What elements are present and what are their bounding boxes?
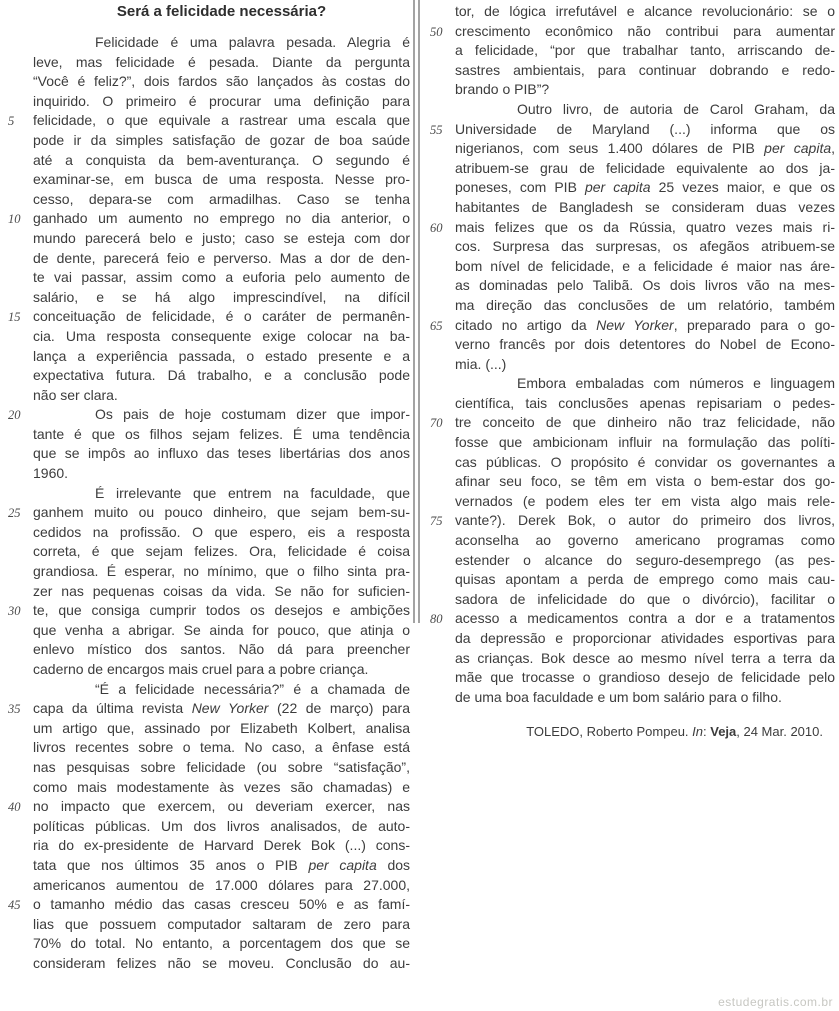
line-number: 70 [430,416,443,431]
column-right-lines [420,2,839,707]
line-text: científica, tais conclusões apenas repisariam o pedes- [455,394,835,411]
bold-text: Veja [710,724,737,740]
text-line [420,551,839,571]
text-line [0,856,410,876]
line-text: zer nas pequenas coisas da vida. Se não for suficien- [33,582,410,599]
column-divider-rule [413,0,420,623]
text-line [420,668,839,688]
text-line [0,327,410,347]
line-text: livros recentes sobre o tema. No caso, a ênfase está [33,739,410,756]
text-line [0,542,410,562]
text-line [0,151,410,171]
text-line [420,433,839,453]
line-text: grandiosa. É esperar, no mínimo, que o filho sinta pra- [33,563,410,580]
line-text: correta, é que sejam felizes. Ora, felicidade é coisa [33,543,410,560]
line-text: aconselha ao governo americano programas como [455,532,835,549]
text-line [420,100,839,120]
line-text: americanos aumentou de 17.000 dólares para 27.000, [33,876,410,893]
text-line [0,209,410,229]
line-text: ria do ex-presidente de Harvard Derek Bok (...) cons- [33,837,410,854]
text-line [420,178,839,198]
text-line [420,413,839,433]
line-text: capa da última revista New Yorker (22 de março) para [33,700,411,717]
line-text: lança a experiência passada, o estado presente e a [33,347,410,364]
line-text: citado no artigo da New Yorker, preparado para o go- [455,316,835,333]
text-line [0,719,410,739]
line-text: Os pais de hoje costumam dizer que impor- [95,406,410,423]
line-text: acesso a medicamentos contra a dor e a tratamentos [455,610,835,627]
text-line [0,249,410,269]
text-line [0,680,410,700]
text-line [420,688,839,708]
line-text: inquirido. O primeiro é procurar uma definição para [33,92,410,109]
line-number: 10 [8,212,21,227]
text-line [420,22,839,42]
line-number: 65 [430,318,443,333]
text-line [420,139,839,159]
line-text: bom nível de felicidade, e a felicidade é maior nas áre- [455,257,835,274]
italic-text: per capita [764,140,832,157]
line-text: cia. Uma resposta consequente exige colocar na ba- [33,327,410,344]
text-line [420,590,839,610]
styled-text: , 24 Mar. 2010. [736,724,823,740]
line-text: caderno de encargos mais cruel para a pobre criança. [33,661,369,677]
text-line [420,257,839,277]
italic-text: In [692,724,703,740]
text-line [0,817,410,837]
text-line [0,111,410,131]
text-line [0,660,410,680]
line-text: o tamanho médio das casas cresceu 50% e as famí- [33,896,410,913]
line-text: nigerianos, com seus 1.400 dólares de PIB per capita, [455,140,836,157]
text-line [0,758,410,778]
line-text: lias que possuem computador saltaram de zero para [33,915,410,932]
line-text: de dente, parecerá feio e perverso. Mas a dor de den- [33,249,410,266]
line-text: enlevo místico dos santos. Não dá para preencher [33,641,410,658]
line-text: Universidade de Maryland (...) informa que os [455,120,835,137]
italic-text: per capita [308,856,377,873]
text-line [420,316,839,336]
line-number: 50 [430,24,443,39]
text-line [0,738,410,758]
line-text: Embora embaladas com números e linguagem [517,375,835,392]
line-text: verno francês por dois detentores do Nobel de Econo- [455,336,835,353]
line-text: como mais modestamente às vezes são chamadas) e [33,778,410,795]
italic-text: New Yorker [191,700,269,717]
text-line [420,159,839,179]
line-text: te vai passar, assim como a euforia pelo aumento de [33,269,410,286]
text-line [420,531,839,551]
text-line [0,190,410,210]
text-line [0,92,410,112]
line-number: 35 [8,702,21,717]
line-text: ganhem muito ou pouco dinheiro, que sejam bem-su- [33,504,410,521]
text-line [420,41,839,61]
watermark-text: estudegratis.com.br [718,995,833,1009]
line-text: até a conquista da bem-aventurança. O segundo é [33,151,410,168]
line-text: cas públicas. O propósito é convidar os governantes a [455,453,835,470]
line-number: 5 [8,114,15,129]
text-line [0,425,410,445]
line-text: mundo parecerá belo e justo; caso se esteja com dor [33,229,410,246]
text-line [420,198,839,218]
line-text: quisas apontam a perda de emprego como mais cau- [455,571,835,588]
line-text: mia. (...) [455,355,507,372]
line-text: mãe que trocasse o grandioso desejo de felicidade pelo [455,669,835,686]
line-text: de uma boa faculdade e um bom salário para o filho. [455,688,782,705]
line-number: 20 [8,408,21,423]
line-text: poneses, com PIB per capita 25 vezes maior, e que os [455,179,836,196]
text-line [420,61,839,81]
line-text: sastres ambientais, para continuar dobrando e redo- [455,61,835,78]
line-number: 45 [8,898,21,913]
text-line [420,276,839,296]
line-text: leve, mas felicidade é pesada. Diante da pergunta [33,53,410,70]
line-text: conceituação de felicidade, é o caráter de permanên- [33,308,410,325]
line-text: a felicidade, “por que trabalhar tanto, arriscando de- [455,42,835,59]
line-text: 1960. [33,465,69,482]
text-line [0,621,410,641]
line-text: vante?). Derek Bok, o autor do primeiro dos livros, [455,512,835,529]
text-line [0,33,410,53]
text-line [0,778,410,798]
line-text: salário, e se há algo imprescindível, na difícil [33,288,410,305]
text-line [0,915,410,935]
line-number: 80 [430,612,443,627]
text-line [0,503,410,523]
line-text: da depressão e proporcionar atividades esportivas para [455,630,835,646]
line-text: as dominadas pelo Talibã. Os dois livros vão na mes- [455,277,835,294]
line-text: expectativa futura. Dá trabalho, e a conclusão pode [33,367,410,384]
line-text: 70% do total. No entanto, a porcentagem dos que se [33,935,410,952]
text-line [420,649,839,669]
line-text: te, que consiga cumprir todos os desejos e ambições [33,602,410,619]
line-text: vernados (e podem eles ter em vista algo mais rele- [455,492,835,509]
text-column-right [420,0,839,739]
text-line [0,386,410,406]
text-line [420,453,839,473]
text-line [0,307,410,327]
line-text: no impacto que exercem, ou deveriam exercer, nas [33,798,410,815]
line-number: 25 [8,506,21,521]
line-text: pode ir da simples satisfação de gozar de boa saúde [33,131,410,148]
text-line [0,640,410,660]
line-text: brando o PIB”? [455,81,550,98]
text-line [0,53,410,73]
line-text: as crianças. Bok desce ao mesmo nível terra a terra da [455,649,835,666]
line-text: cesso, depara-se com armadilhas. Caso se tenha [33,190,410,207]
text-line [0,72,410,92]
line-text: “Você é feliz?”, dois fardos são lançados às costas do [33,73,410,90]
text-line [0,131,410,151]
text-line [420,511,839,531]
styled-text: : [703,724,711,740]
text-line [0,797,410,817]
text-line [0,876,410,896]
text-line [0,523,410,543]
document-title: Será a felicidade necessária? [116,3,327,20]
text-line [0,268,410,288]
line-text: Felicidade é uma palavra pesada. Alegria é [95,34,410,50]
line-number: 55 [430,122,443,137]
text-line [0,170,410,190]
text-line [420,570,839,590]
line-text: cedidos na profissão. O que espero, eis a resposta [33,523,410,540]
line-text: que se impôs ao influxo das teses libertárias dos anos [33,445,410,462]
text-line [420,335,839,355]
text-line [420,394,839,414]
text-line [0,582,410,602]
text-line [420,609,839,629]
line-text: atribuem-se grau de felicidade equivalente ao dos ja- [455,159,835,176]
text-line [420,218,839,238]
line-number: 40 [8,800,21,815]
line-text: ma direção das conclusões de um relatório, também [455,296,835,313]
line-text: cos. Surpresa das surpresas, os afegãos atribuem-se [455,238,835,255]
text-line [420,120,839,140]
line-text: fosse que ambicionam influir na formulação das políti- [455,434,835,451]
line-text: tre conceito de que dinheiro não traz felicidade, não [455,414,835,431]
line-text: afinar seu foco, se têm em vista o bem-estar dos go- [455,473,835,490]
text-line [0,464,410,484]
text-line [0,366,410,386]
text-line [420,296,839,316]
text-line [0,954,410,974]
line-text: tata que nos últimos 35 anos o PIB per capita dos [33,856,411,873]
text-line [0,484,410,504]
line-text: tante é que os filhos sejam felizes. É uma tendência [33,425,410,442]
line-number: 60 [430,220,443,235]
line-text: que venha a abrigar. Se ainda for pouco, que atinja o [33,621,410,638]
line-text: nas pesquisas sobre felicidade (ou sobre “satisfação”, [33,758,410,775]
line-number: 15 [8,310,21,325]
styled-text: TOLEDO, Roberto Pompeu. [526,724,693,740]
text-line [420,492,839,512]
line-text: não ser clara. [33,386,118,403]
source-citation [455,724,835,739]
text-line [420,374,839,394]
text-line [0,288,410,308]
text-line [420,472,839,492]
line-text: ganhado um aumento no emprego no dia anterior, o [33,210,410,227]
line-text: É irrelevante que entrem na faculdade, que [95,484,410,501]
column-left-lines [0,33,410,974]
text-line [0,699,410,719]
line-text: consideram felizes não se moveu. Conclusão do au- [33,954,410,971]
line-text: sadora de infelicidade do que o divórcio), facilitar o [455,590,835,607]
text-line [420,2,839,22]
text-line [0,562,410,582]
line-text: um artigo que, assinado por Elizabeth Kolbert, analisa [33,719,410,736]
line-text: Outro livro, de autoria de Carol Graham, da [517,100,835,117]
line-text: habitantes de Bangladesh se consideram duas vezes [455,198,835,215]
text-line [420,629,839,649]
text-line [0,444,410,464]
text-line [0,347,410,367]
line-text: felicidade, o que equivale a rastrear uma escala que [33,112,410,129]
line-number: 75 [430,514,443,529]
text-line [0,405,410,425]
line-text: crescimento econômico não contribui para aumentar [455,22,835,39]
line-number: 30 [8,604,21,619]
line-text: estender o alcance do seguro-desemprego (as pes- [455,551,835,568]
text-line [420,237,839,257]
line-text: tor, de lógica irrefutável e alcance revolucionário: se o [455,3,835,19]
text-line [0,895,410,915]
italic-text: per capita [584,179,651,196]
line-text: mais felizes que os da Rússia, quatro vezes mais ri- [455,218,835,235]
text-column-left [0,0,410,974]
line-text: examinar-se, em busca de uma resposta. Nesse pro- [33,171,410,188]
line-text: “É a felicidade necessária?” é a chamada de [95,680,410,697]
text-line [0,601,410,621]
line-text: políticas públicas. Um dos livros analisados, de auto- [33,817,410,834]
text-line [0,836,410,856]
text-line [0,934,410,954]
text-line [420,355,839,375]
text-line [0,229,410,249]
italic-text: New Yorker [596,316,674,333]
text-line [420,80,839,100]
